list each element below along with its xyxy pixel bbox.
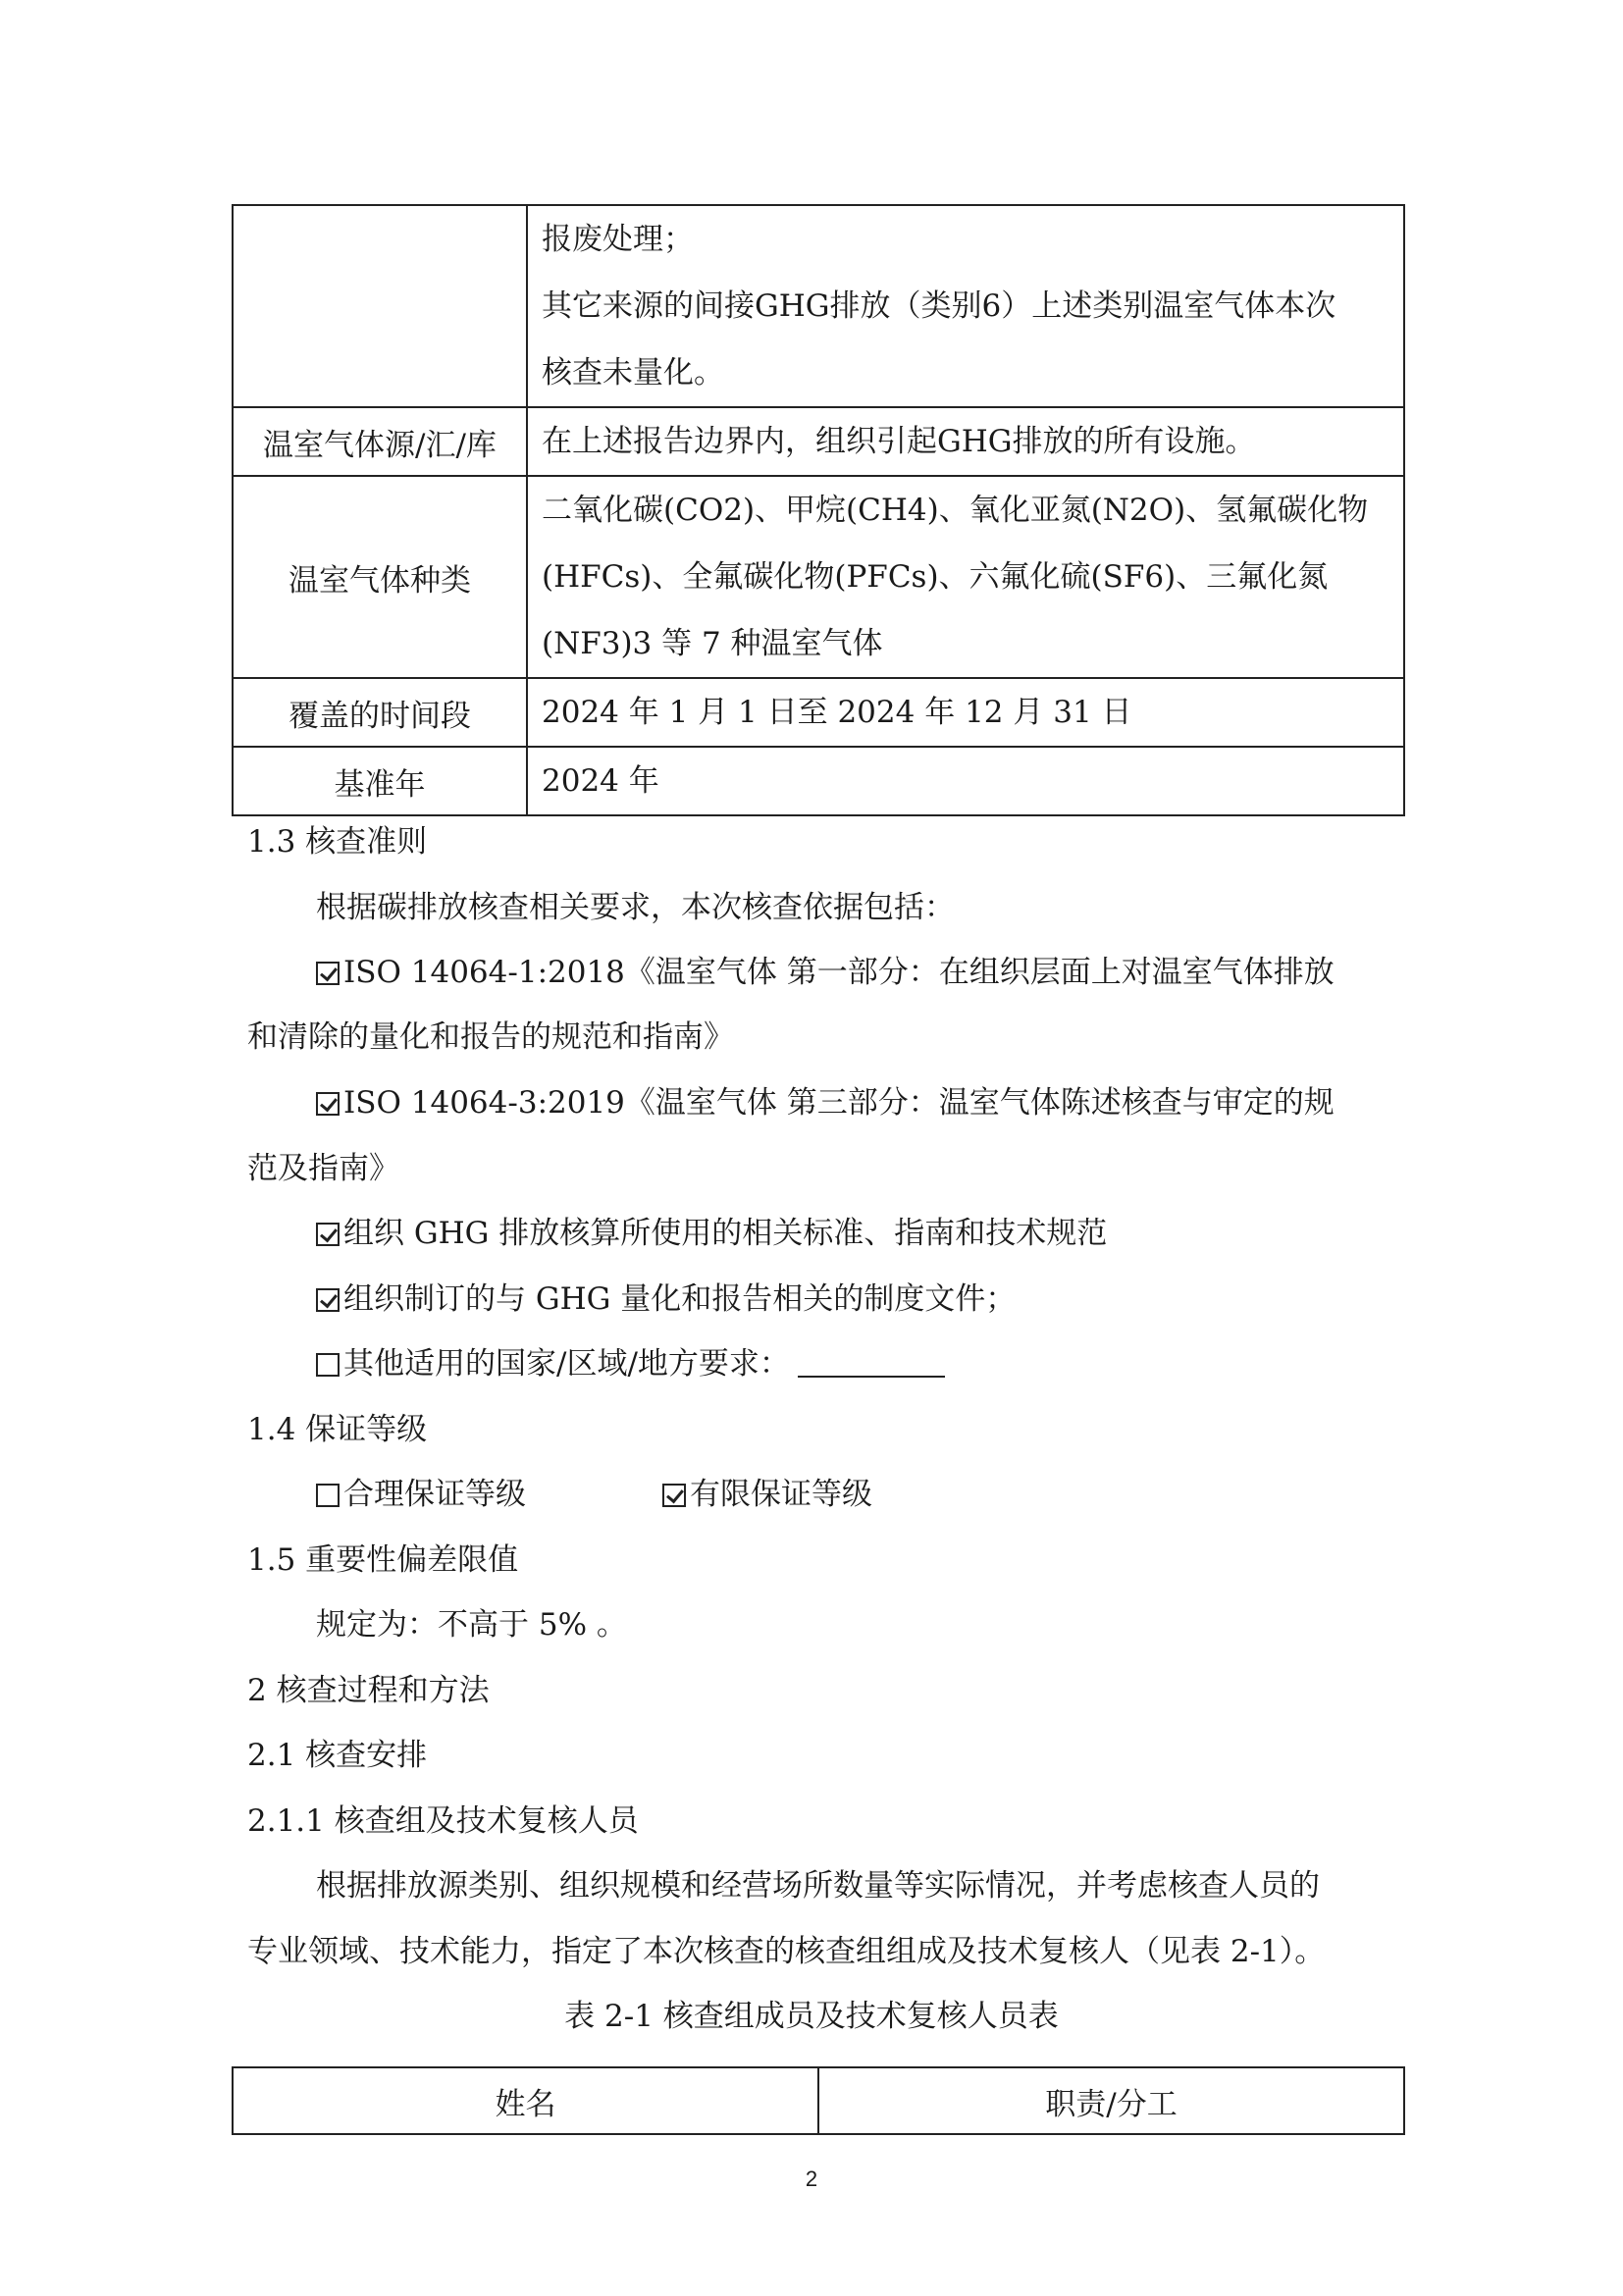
table-label: 温室气体种类 [233, 476, 527, 678]
paragraph: 根据排放源类别、组织规模和经营场所数量等实际情况，并考虑核查人员的 [316, 1868, 1320, 1904]
checked-box-icon [316, 1223, 340, 1246]
criteria-item-continued: 和清除的量化和报告的规范和指南》 [247, 1019, 734, 1055]
table-cell [527, 476, 1404, 678]
option-text: 有限保证等级 [690, 1477, 872, 1512]
subsection-heading: 2.1 核查安排 [247, 1738, 428, 1773]
page-number: 2 [805, 2166, 818, 2191]
table-row [233, 747, 1404, 815]
column-header-name: 姓名 [233, 2067, 818, 2134]
cell-line: 二氧化碳(CO2)、甲烷(CH4)、氧化亚氮(N2O)、氢氟碳化物 [542, 493, 1369, 528]
table-label: 温室气体源/汇/库 [233, 407, 527, 476]
table-header-row [233, 2067, 1404, 2134]
unchecked-box-icon [316, 1484, 340, 1507]
criteria-item [316, 953, 1335, 992]
cell-line: (NF3)3 等 7 种温室气体 [542, 626, 883, 661]
paragraph: 规定为：不高于 5% 。 [316, 1607, 627, 1643]
subsection-heading: 2.1.1 核查组及技术复核人员 [247, 1803, 639, 1839]
paragraph: 根据碳排放核查相关要求，本次核查依据包括： [316, 890, 955, 925]
table-label: 基准年 [233, 747, 527, 815]
checked-box-icon [316, 1092, 340, 1116]
table-cell: 2024 年 [527, 747, 1404, 815]
paragraph: 专业领域、技术能力，指定了本次核查的核查组组成及技术复核人（见表 2-1）。 [247, 1934, 1326, 1969]
cell-line: 其它来源的间接GHG排放（类别6）上述类别温室气体本次 [542, 288, 1336, 324]
criteria-item [316, 1083, 1335, 1122]
cell-line: 报废处理； [542, 222, 694, 257]
scope-table [232, 204, 1405, 816]
criteria-item [316, 1279, 1016, 1319]
criteria-item [316, 1214, 1107, 1253]
cell-line: (HFCs)、全氟碳化物(PFCs)、六氟化硫(SF6)、三氟化氮 [542, 559, 1329, 595]
section-heading: 1.3 核查准则 [247, 824, 428, 860]
table-row [233, 678, 1404, 747]
criteria-text: 其他适用的国家/区域/地方要求： [343, 1346, 790, 1382]
fill-in-blank [798, 1348, 945, 1378]
criteria-text: ISO 14064-3:2019《温室气体 第三部分：温室气体陈述核查与审定的规 [343, 1085, 1335, 1121]
team-table [232, 2066, 1405, 2135]
table-cell-empty [233, 205, 527, 407]
criteria-item-continued: 范及指南》 [247, 1151, 399, 1186]
cell-line: 核查未量化。 [542, 355, 724, 391]
criteria-item [316, 1344, 945, 1383]
assurance-option [316, 1475, 526, 1514]
section-heading: 2 核查过程和方法 [247, 1673, 490, 1708]
table-row [233, 407, 1404, 476]
table-cell: 在上述报告边界内，组织引起GHG排放的所有设施。 [527, 407, 1404, 476]
checked-box-icon [662, 1484, 686, 1507]
table-cell: 2024 年 1 月 1 日至 2024 年 12 月 31 日 [527, 678, 1404, 747]
criteria-text: 组织制订的与 GHG 量化和报告相关的制度文件； [343, 1281, 1017, 1317]
table-cell [527, 205, 1404, 407]
table-caption: 表 2-1 核查组成员及技术复核人员表 [564, 1999, 1059, 2034]
column-header-role: 职责/分工 [818, 2067, 1404, 2134]
table-row [233, 476, 1404, 678]
checked-box-icon [316, 1288, 340, 1312]
section-heading: 1.4 保证等级 [247, 1412, 428, 1447]
criteria-text: ISO 14064-1:2018《温室气体 第一部分：在组织层面上对温室气体排放 [343, 955, 1335, 990]
assurance-option [662, 1475, 872, 1514]
option-text: 合理保证等级 [343, 1477, 526, 1512]
table-label: 覆盖的时间段 [233, 678, 527, 747]
criteria-text: 组织 GHG 排放核算所使用的相关标准、指南和技术规范 [343, 1216, 1108, 1251]
unchecked-box-icon [316, 1353, 340, 1377]
section-heading: 1.5 重要性偏差限值 [247, 1542, 519, 1578]
table-row [233, 205, 1404, 407]
checked-box-icon [316, 962, 340, 985]
